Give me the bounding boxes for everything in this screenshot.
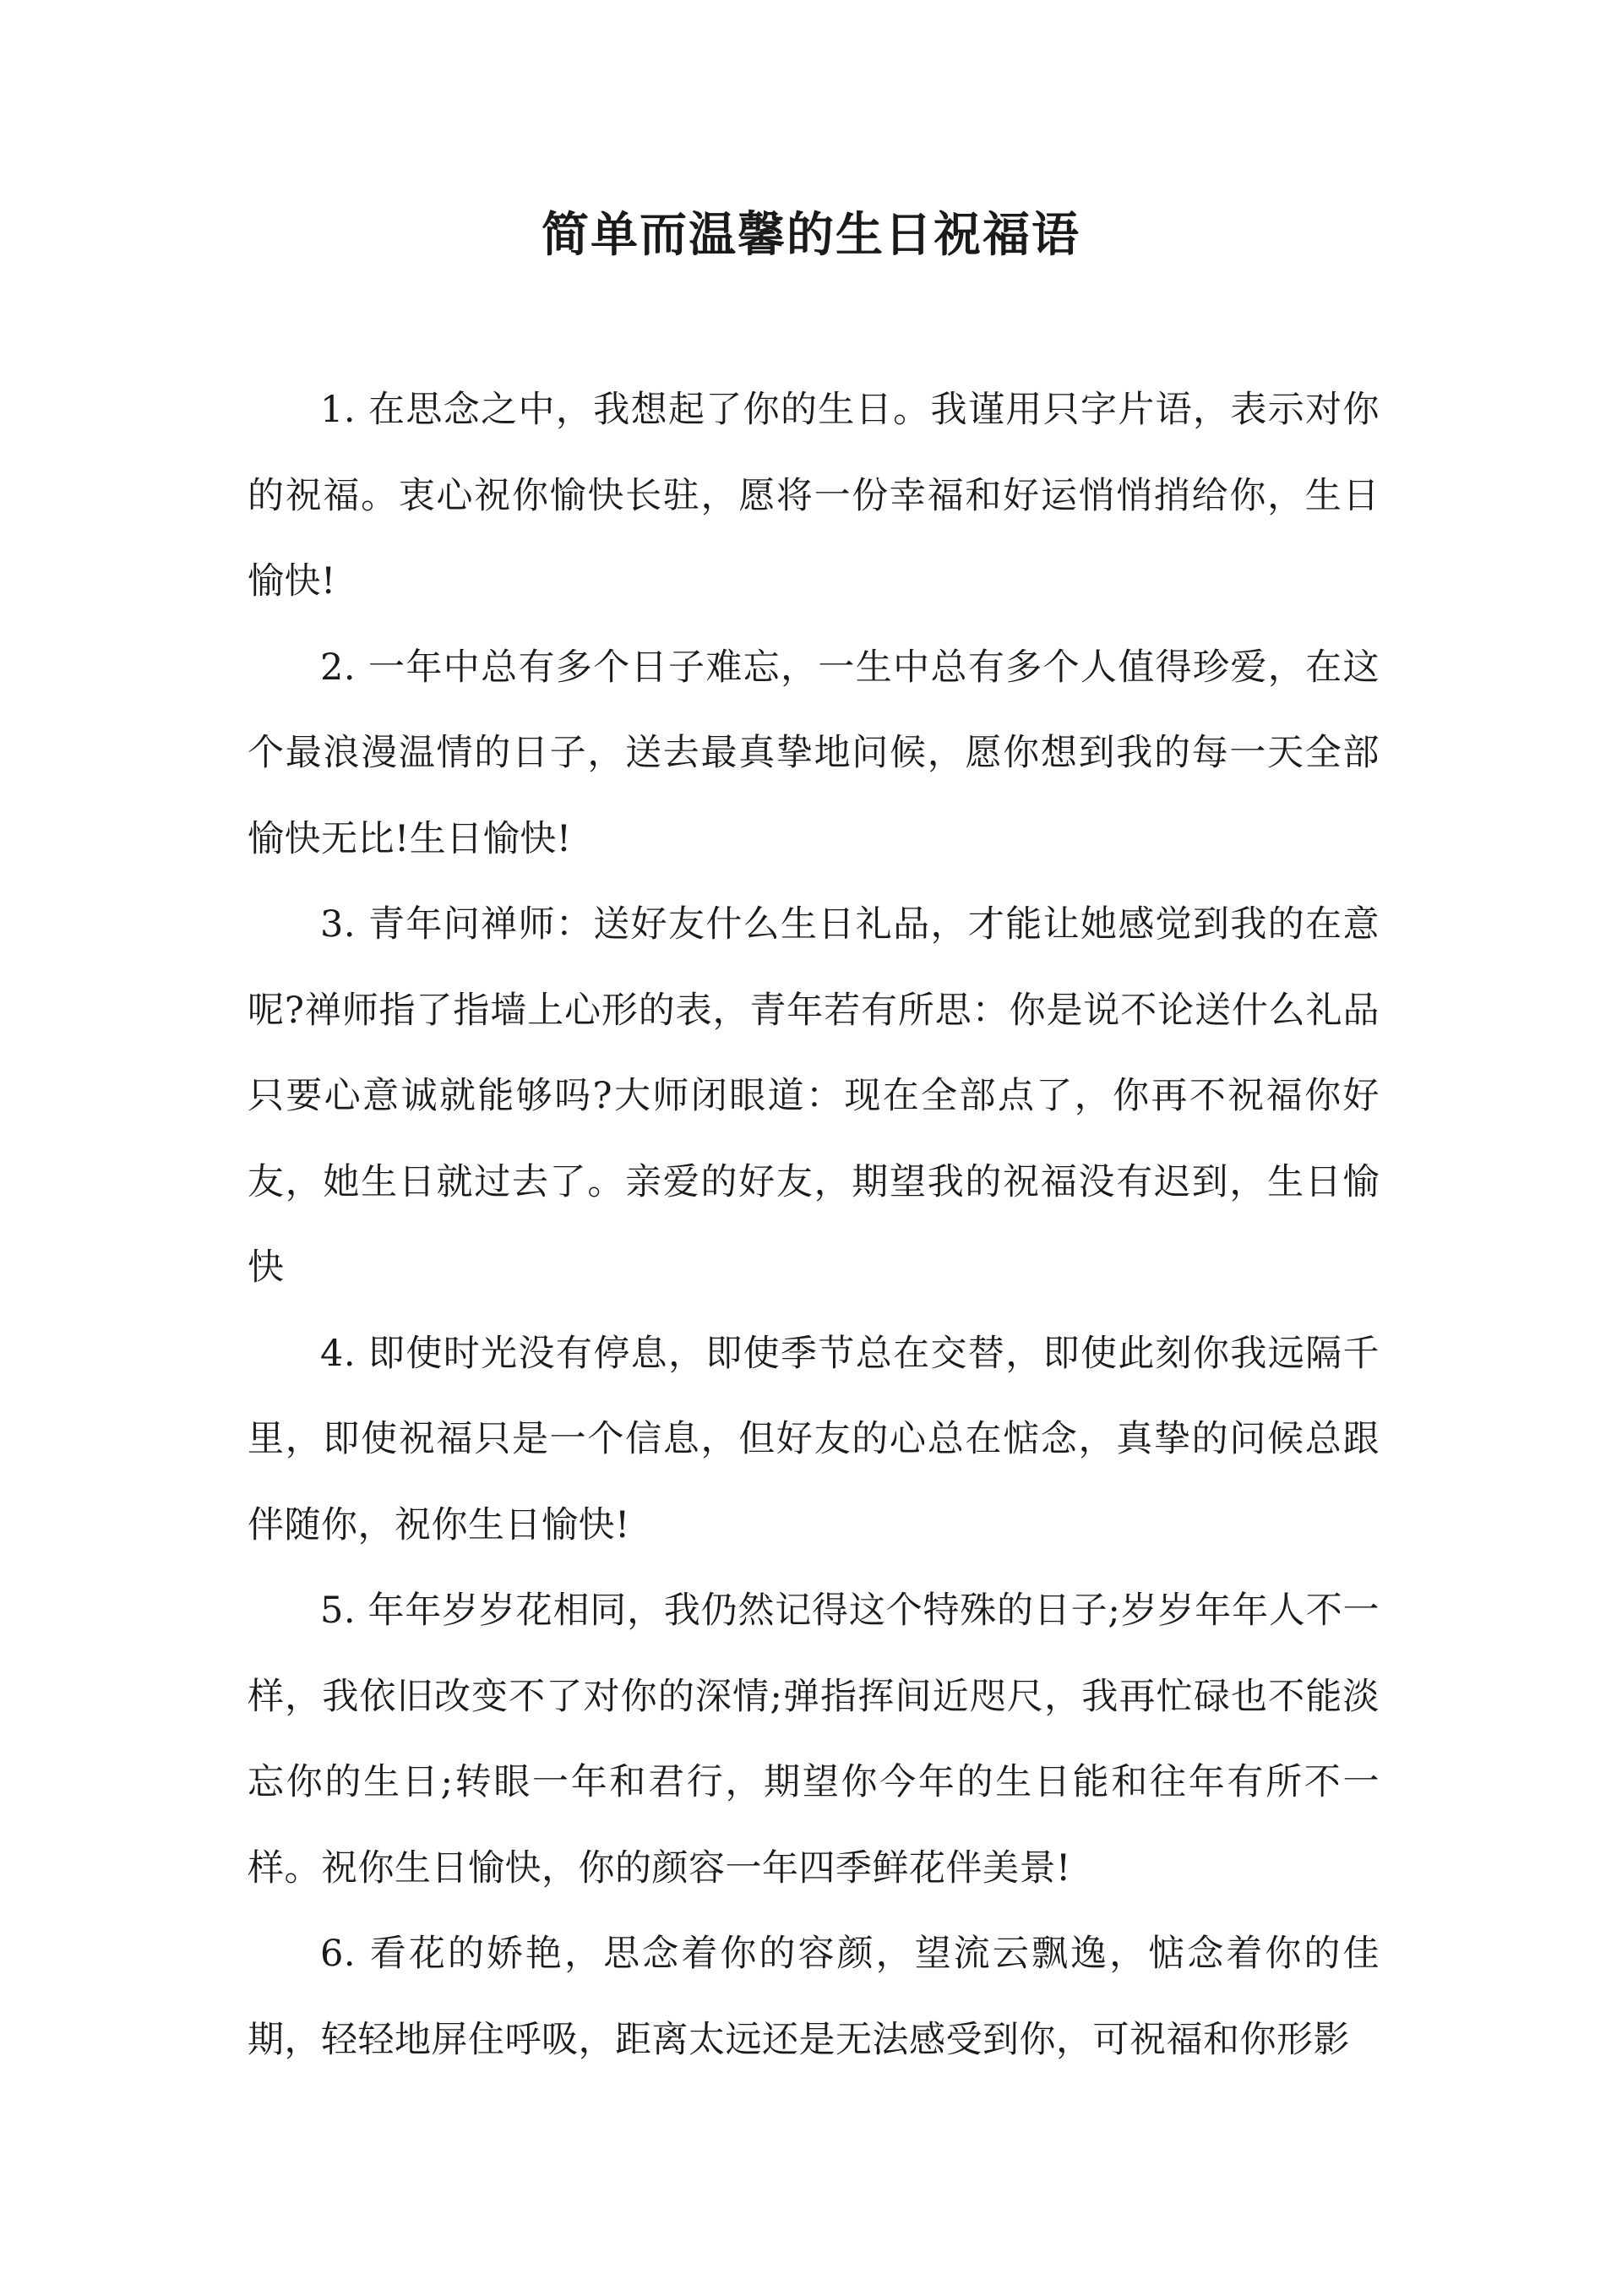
document-body xyxy=(248,368,1380,2083)
paragraph-4: 4. 即使时光没有停息，即使季节总在交替，即使此刻你我远隔千里，即使祝福只是一个信息，但好友的心总在惦念，真挚的问候总跟伴随你，祝你生日愉快! xyxy=(248,1332,1380,1546)
paragraph-2: 2. 一年中总有多个日子难忘，一生中总有多个人值得珍爱，在这个最浪漫温情的日子，送去最真挚地问候，愿你想到我的每一天全部愉快无比!生日愉快! xyxy=(248,646,1380,860)
document-title: 简单而温馨的生日祝福语 xyxy=(542,207,1080,263)
paragraph-6: 6. 看花的娇艳，思念着你的容颜，望流云飘逸，惦念着你的佳期，轻轻地屏住呼吸，距离太远还是无法感受到你，可祝福和你形影 xyxy=(248,1933,1380,2061)
paragraph-3: 3. 青年问禅师：送好友什么生日礼品，才能让她感觉到我的在意呢?禅师指了指墙上心形的表，青年若有所思：你是说不论送什么礼品只要心意诚就能够吗?大师闭眼道：现在全部点了，你再不祝福你好友，她生日就过去了。亲爱的好友，期望我的祝福没有迟到，生日愉快 xyxy=(248,903,1380,1289)
paragraph-1: 1. 在思念之中，我想起了你的生日。我谨用只字片语，表示对你的祝福。衷心祝你愉快长驻，愿将一份幸福和好运悄悄捎给你，生日愉快! xyxy=(248,389,1380,603)
paragraph-5: 5. 年年岁岁花相同，我仍然记得这个特殊的日子;岁岁年年人不一样，我依旧改变不了对你的深情;弹指挥间近咫尺，我再忙碌也不能淡忘你的生日;转眼一年和君行，期望你今年的生日能和往年有所不一样。祝你生日愉快，你的颜容一年四季鲜花伴美景! xyxy=(248,1590,1380,1890)
